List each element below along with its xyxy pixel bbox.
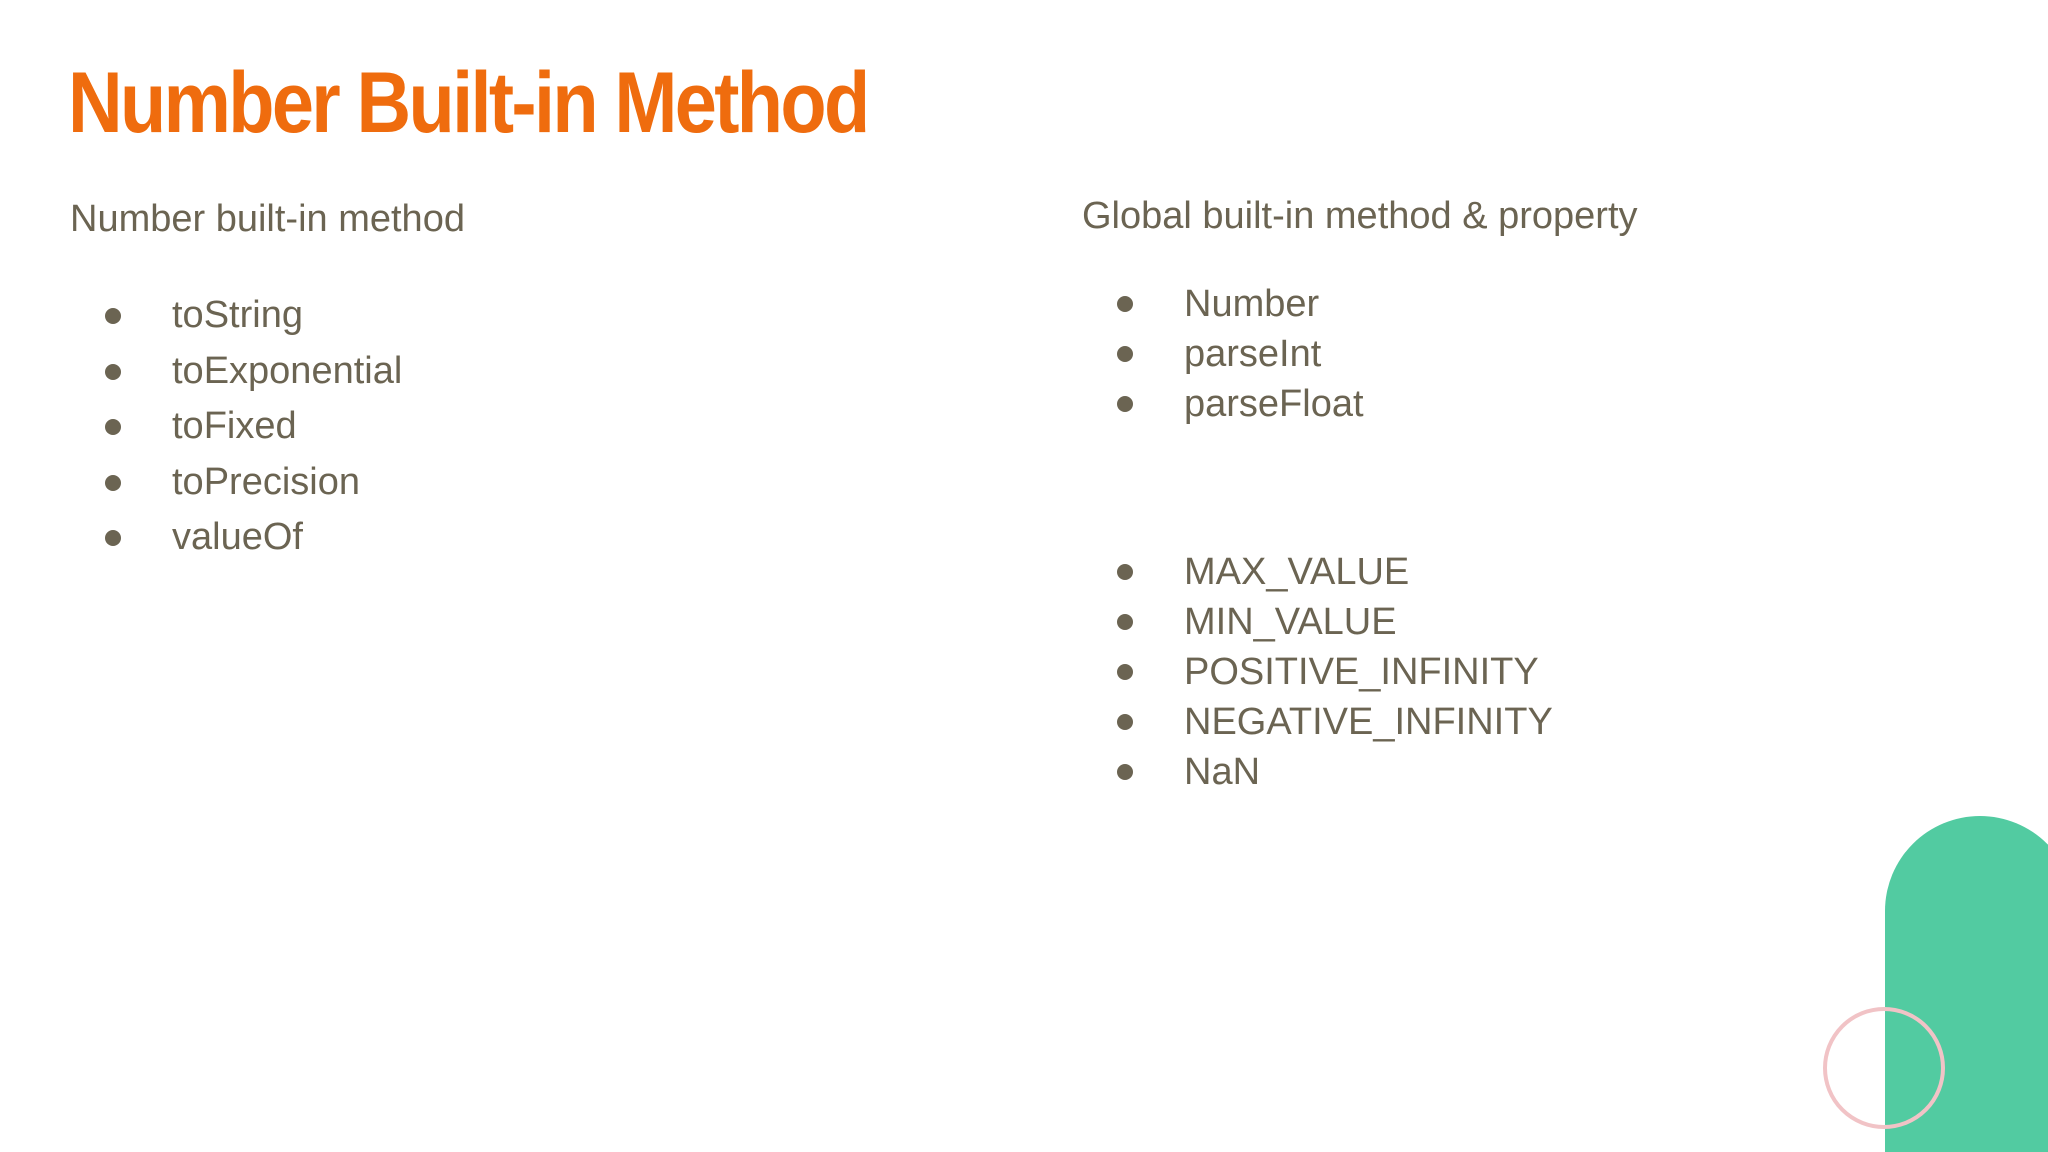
bullet-icon	[1117, 346, 1133, 362]
list-item	[70, 344, 402, 400]
slide-title: Number Built-in Method	[68, 55, 868, 151]
list-item	[1082, 747, 1553, 797]
bullet-icon	[1117, 396, 1133, 412]
list-item	[70, 510, 402, 566]
bullet-icon	[105, 308, 121, 324]
list-item	[70, 399, 402, 455]
left-column-heading: Number built-in method	[70, 198, 465, 240]
list-item	[70, 288, 402, 344]
list-item-label: POSITIVE_INFINITY	[1184, 651, 1539, 693]
list-item	[1082, 547, 1553, 597]
pink-ring-decoration	[1823, 1007, 1945, 1129]
list-item-label: toPrecision	[172, 460, 360, 503]
bullet-icon	[1117, 564, 1133, 580]
bullet-icon	[1117, 714, 1133, 730]
global-property-list	[1082, 547, 1553, 797]
list-item	[70, 455, 402, 511]
list-item-label: NEGATIVE_INFINITY	[1184, 701, 1553, 743]
list-item-label: Number	[1184, 283, 1320, 325]
bullet-icon	[1117, 296, 1133, 312]
list-item-label: toString	[172, 294, 303, 336]
number-method-list	[70, 288, 402, 566]
bullet-icon	[105, 364, 121, 380]
left-column	[70, 196, 465, 558]
list-item-label: valueOf	[172, 516, 303, 558]
bullet-icon	[105, 475, 121, 491]
bullet-icon	[1117, 664, 1133, 680]
list-item-label: parseFloat	[1184, 383, 1364, 425]
right-column	[1082, 193, 1638, 793]
list-item-label: NaN	[1184, 751, 1261, 793]
bullet-icon	[105, 419, 121, 435]
list-item	[1082, 329, 1364, 379]
right-column-heading: Global built-in method & property	[1082, 195, 1638, 237]
list-item	[1082, 279, 1364, 329]
list-item	[1082, 597, 1553, 647]
bullet-icon	[1117, 614, 1133, 630]
list-item	[1082, 697, 1553, 747]
list-item	[1082, 379, 1364, 429]
list-item-label: toExponential	[172, 349, 403, 392]
list-item-label: MIN_VALUE	[1184, 601, 1397, 643]
list-item-label: parseInt	[1184, 333, 1322, 375]
list-item-label: MAX_VALUE	[1184, 551, 1410, 593]
list-item	[1082, 647, 1553, 697]
global-method-list	[1082, 279, 1364, 429]
list-item-label: toFixed	[172, 405, 297, 447]
bullet-icon	[1117, 764, 1133, 780]
bullet-icon	[105, 530, 121, 546]
